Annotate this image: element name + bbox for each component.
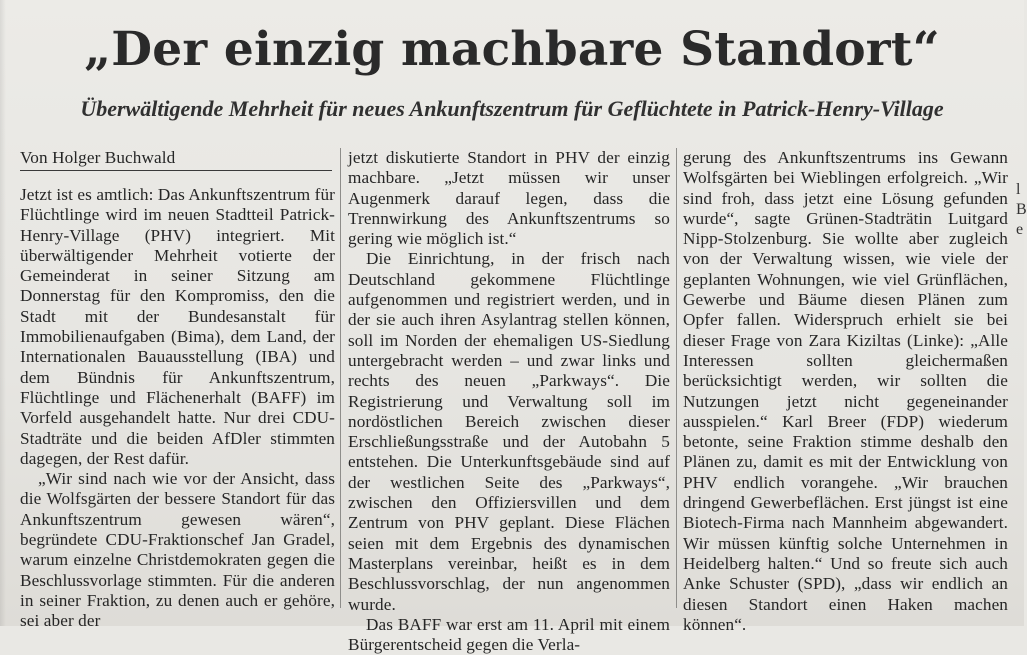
page-shadow: [0, 0, 6, 626]
paragraph: jetzt diskutierte Standort in PHV der einzig machbare. „Jetzt müssen wir unser Augenmerk darauf legen, dass die Trennwirkung des Ankunftszentrums so gering wie möglich ist.“: [348, 148, 670, 249]
column-2: [348, 148, 670, 655]
adjacent-column-fragment: l B e: [1016, 181, 1027, 238]
column-divider: [340, 148, 341, 608]
paragraph: Das BAFF war erst am 11. April mit einem Bürgerentscheid gegen die Verla-: [348, 614, 670, 655]
column-divider: [676, 148, 677, 608]
headline: „Der einzig machbare Standort“: [84, 22, 940, 77]
paragraph: Jetzt ist es amtlich: Das Ankunftszentrum für Flüchtlinge wird im neuen Stadtteil Patrick-Henry-Village (PHV) integriert. Mit überwältigender Mehrheit votierte der Gemeinderat in seiner Sitzung am Donnerstag für den Kompromiss, den die Stadt mit der Bundesanstalt für Immobilienaufgaben (Bima), dem Land, der Internationalen Bauausstellung (IBA) und dem Bündnis für Ankunftszentrum, Flüchtlinge und Flächenerhalt (BAFF) im Vorfeld ausgehandelt hatte. Nur drei CDU-Stadträte und die beiden AfDler stimmten dagegen, der Rest dafür.: [20, 185, 335, 468]
paragraph: Die Einrichtung, in der frisch nach Deutschland gekommene Flüchtlinge aufgenommen und registriert werden, und in der sie auch ihren Asylantrag stellen können, soll im Norden der ehemaligen US-Siedlung untergebracht werden – und zwar links und rechts des neuen „Parkways“. Die Registrierung und Verwaltung soll im nordöstlichen Bereich zwischen dieser Erschließungsstraße und der Autobahn 5 entstehen. Die Unterkunftsgebäude sind auf der westlichen Seite des „Parkways“, zwischen den Offiziersvillen und dem Zentrum von PHV geplant. Diese Flächen seien mit dem Ergebnis des dynamischen Masterplans vereinbar, heißt es in dem Beschlussvorschlag, der nun angenommen wurde.: [348, 249, 670, 614]
column-1: [20, 148, 335, 632]
subtitle: Überwältigende Mehrheit für neues Ankunftszentrum für Geflüchtete in Patrick-Henry-Village: [80, 96, 944, 121]
column-3: [683, 148, 1008, 635]
paragraph: gerung des Ankunftszentrums ins Gewann Wolfsgärten bei Wieblingen erfolgreich. „Wir sind froh, dass jetzt eine Lösung gefunden wurde“, sagte Grünen-Stadträtin Luitgard Nipp-Stolzenburg. Sie wollte aber zugleich von der Verwaltung wissen, wie viele der geplanten Wohnungen, wie viel Grünflächen, Gewerbe und Bäume diesen Plänen zum Opfer fallen. Widerspruch erhielt sie bei dieser Frage von Zara Kiziltas (Linke): „Alle Interessen sollten gleichermaßen berücksichtigt werden, wir sollten die Nutzungen jetzt nicht gegeneinander ausspielen.“ Karl Breer (FDP) wiederum betonte, seine Fraktion stimme deshalb den Plänen zu, damit es mit der Entwicklung von PHV endlich vorangehe. „Wir brauchen dringend Gewerbeflächen. Erst jüngst ist eine Biotech-Firma nach Mannheim abgewandert. Wir müssen künftig solche Unternehmen in Heidelberg halten.“ Und so freute sich auch Anke Schuster (SPD), „dass wir endlich an diesen Standort einen Haken machen können“.: [683, 148, 1008, 634]
paragraph: „Wir sind nach wie vor der Ansicht, dass die Wolfsgärten der bessere Standort für das Ankunftszentrum gewesen wären“, begründete CDU-Fraktionschef Jan Gradel, warum einzelne Christdemokraten gegen die Beschlussvorlage stimmten. Für die anderen in seiner Fraktion, zu denen auch er gehöre, sei aber der: [20, 469, 335, 631]
byline: Von Holger Buchwald: [20, 148, 332, 171]
